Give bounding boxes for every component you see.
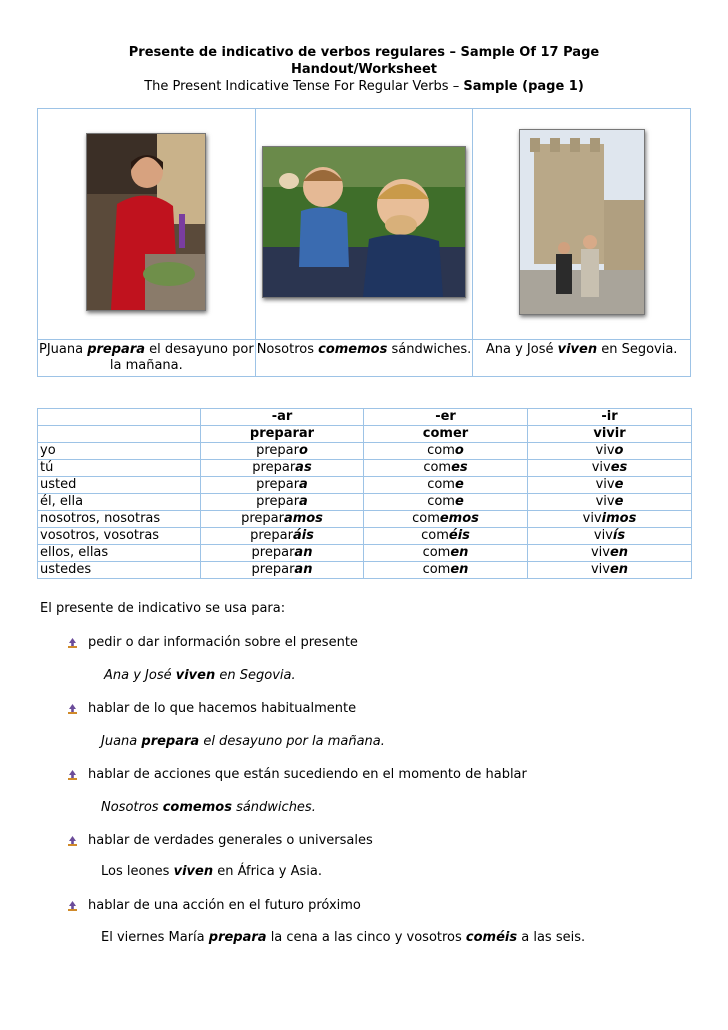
conjugation-ar: prepara bbox=[201, 477, 364, 494]
bullet-icon bbox=[67, 900, 78, 911]
conjugation-ir: vive bbox=[528, 494, 692, 511]
usage-intro: El presente de indicativo se usa para: bbox=[40, 601, 286, 616]
conjugation-er: come bbox=[364, 494, 528, 511]
conjugation-table bbox=[37, 408, 692, 579]
pronoun-cell: usted bbox=[38, 477, 201, 494]
conjugation-ar: preparas bbox=[201, 460, 364, 477]
usage-bullet-text: hablar de lo que hacemos habitualmente bbox=[88, 701, 357, 716]
pronoun-cell: tú bbox=[38, 460, 201, 477]
table-row bbox=[38, 460, 692, 477]
conjugation-ir: vive bbox=[528, 477, 692, 494]
conjugation-ar: preparan bbox=[201, 545, 364, 562]
photo-caption-2: Nosotros comemos sándwiches. bbox=[255, 340, 473, 377]
conjugation-ir: viven bbox=[528, 562, 692, 579]
table-row bbox=[38, 443, 692, 460]
table-row bbox=[38, 528, 692, 545]
pronoun-cell: ellos, ellas bbox=[38, 545, 201, 562]
conjugation-ir: vives bbox=[528, 460, 692, 477]
infinitive-ar: preparar bbox=[201, 426, 364, 443]
table-row bbox=[38, 511, 692, 528]
infinitive-header-row bbox=[38, 426, 692, 443]
table-row bbox=[38, 477, 692, 494]
conjugation-ir: vivís bbox=[528, 528, 692, 545]
photo-cell-2 bbox=[255, 109, 473, 340]
conjugation-er: come bbox=[364, 477, 528, 494]
conjugation-ar: preparáis bbox=[201, 528, 364, 545]
photo-cell-3 bbox=[473, 109, 691, 340]
page-header bbox=[0, 44, 728, 95]
conjugation-er: comes bbox=[364, 460, 528, 477]
pronoun-cell: vosotros, vosotras bbox=[38, 528, 201, 545]
bullet-icon bbox=[67, 835, 78, 846]
page-title: Presente de indicativo de verbos regulares – Sample Of 17 Page bbox=[128, 45, 600, 60]
conjugation-ir: viven bbox=[528, 545, 692, 562]
conjugation-rows bbox=[38, 443, 692, 579]
ending-er: -er bbox=[364, 409, 528, 426]
usage-bullet-text: hablar de verdades generales o universales bbox=[88, 833, 373, 848]
conjugation-er: comen bbox=[364, 545, 528, 562]
bullet-icon bbox=[67, 769, 78, 780]
conjugation-ar: preparo bbox=[201, 443, 364, 460]
pronoun-cell: él, ella bbox=[38, 494, 201, 511]
usage-example: Juana prepara el desayuno por la mañana. bbox=[101, 734, 385, 749]
infinitive-ir: vivir bbox=[528, 426, 692, 443]
conjugation-er: coméis bbox=[364, 528, 528, 545]
table-row bbox=[38, 545, 692, 562]
conjugation-ir: vivo bbox=[528, 443, 692, 460]
boys-eating-photo bbox=[262, 146, 466, 298]
bullet-icon bbox=[67, 637, 78, 648]
usage-bullet-text: pedir o dar información sobre el presente bbox=[88, 635, 358, 650]
conjugation-ar: prepara bbox=[201, 494, 364, 511]
table-row bbox=[38, 494, 692, 511]
conjugation-er: comemos bbox=[364, 511, 528, 528]
usage-bullet-text: hablar de una acción en el futuro próximo bbox=[88, 898, 361, 913]
usage-example: Los leones viven en África y Asia. bbox=[101, 864, 322, 879]
pronoun-cell: ustedes bbox=[38, 562, 201, 579]
table-row bbox=[38, 562, 692, 579]
woman-cooking-photo bbox=[86, 133, 206, 311]
conjugation-er: como bbox=[364, 443, 528, 460]
ending-ir: -ir bbox=[528, 409, 692, 426]
endings-header-row bbox=[38, 409, 692, 426]
infinitive-er: comer bbox=[364, 426, 528, 443]
photo-table bbox=[37, 108, 691, 377]
conjugation-ar: preparan bbox=[201, 562, 364, 579]
usage-example: Nosotros comemos sándwiches. bbox=[101, 800, 316, 815]
conjugation-ir: vivimos bbox=[528, 511, 692, 528]
ending-ar: -ar bbox=[201, 409, 364, 426]
conjugation-ar: preparamos bbox=[201, 511, 364, 528]
page-subtitle: Handout/Worksheet bbox=[290, 62, 438, 77]
couple-castle-photo bbox=[519, 129, 645, 315]
usage-example: El viernes María prepara la cena a las cinco y vosotros coméis a las seis. bbox=[101, 930, 586, 945]
photo-caption-3: Ana y José viven en Segovia. bbox=[473, 340, 691, 377]
conjugation-er: comen bbox=[364, 562, 528, 579]
page-description: The Present Indicative Tense For Regular Verbs – Sample (page 1) bbox=[144, 79, 584, 94]
usage-bullet-text: hablar de acciones que están sucediendo en el momento de hablar bbox=[88, 767, 527, 782]
photo-cell-1 bbox=[38, 109, 256, 340]
usage-example: Ana y José viven en Segovia. bbox=[104, 668, 296, 683]
bullet-icon bbox=[67, 703, 78, 714]
pronoun-cell: yo bbox=[38, 443, 201, 460]
pronoun-cell: nosotros, nosotras bbox=[38, 511, 201, 528]
photo-caption-1: PJuana prepara el desayuno por la mañana. bbox=[38, 340, 256, 377]
